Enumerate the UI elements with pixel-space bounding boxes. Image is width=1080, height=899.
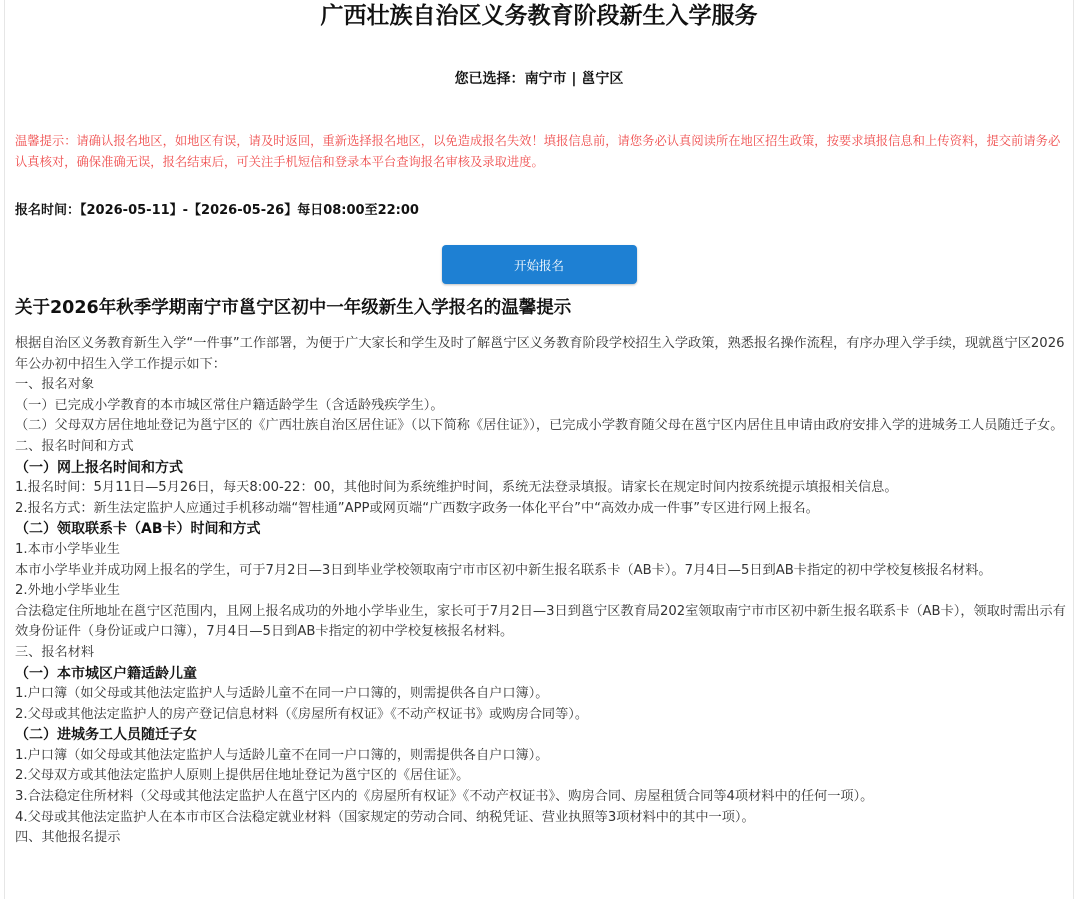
notice-paragraph: （一）已完成小学教育的本市城区常住户籍适龄学生（含适龄残疾学生）。: [15, 397, 444, 413]
region-selection: [5, 69, 1073, 89]
notice-paragraph: 1.报名时间：5月11日—5月26日，每天8:00-22：00，其他时间为系统维护时间，系统无法登录填报。请家长在规定时间内按系统提示填报相关信息。: [15, 480, 898, 496]
warm-tip: 温馨提示：请确认报名地区，如地区有误，请及时返回，重新选择报名地区，以免造成报名失效！填报信息前，请您务必认真阅读所在地区招生政策，按要求填报信息和上传资料，提交前请务必认真核对，确保准确无误，报名结束后，可关注手机短信和登录本平台查询报名审核及录取进度。: [15, 134, 1061, 169]
notice-paragraph: 根据自治区义务教育新生入学“一件事”工作部署，为便于广大家长和学生及时了解邕宁区义务教育阶段学校招生入学政策，熟悉报名操作流程，有序办理入学手续，现就邕宁区2026年公办初中招生入学工作提示如下：: [15, 336, 1065, 372]
page-container: [4, 0, 1074, 899]
notice-paragraph: 三、报名材料: [15, 644, 95, 660]
start-registration-button[interactable]: 开始报名: [442, 245, 637, 284]
selection-value: 南宁市 | 邕宁区: [524, 71, 624, 87]
notice-paragraph: （二）父母双方居住地址登记为邕宁区的《广西壮族自治区居住证》（以下简称《居住证》），已完成小学教育随父母在邕宁区内居住且申请由政府安排入学的进城务工人员随迁子女。: [15, 418, 1064, 434]
notice-heading: 关于2026年秋季学期南宁市邕宁区初中一年级新生入学报名的温馨提示: [15, 298, 572, 318]
registration-time: 报名时间：【2026-05-11】-【2026-05-26】每日08:00至22:00: [15, 203, 419, 218]
notice-paragraph: 2.报名方式：新生法定监护人应通过手机移动端“智桂通”APP或网页端“广西数字政务一体化平台”中“高效办成一件事”专区进行网上报名。: [15, 500, 819, 516]
notice-paragraph: 4.父母或其他法定监护人在本市市区合法稳定就业材料（国家规定的劳动合同、纳税凭证、营业执照等3项材料中的其中一项）。: [15, 809, 755, 825]
notice-subheading: （一）网上报名时间和方式: [15, 459, 183, 476]
notice-paragraph: 3.合法稳定住所材料（父母或其他法定监护人在邕宁区内的《房屋所有权证》《不动产权证书》、购房合同、房屋租赁合同等4项材料中的任何一项）。: [15, 789, 874, 805]
page-title: 广西壮族自治区义务教育阶段新生入学服务: [320, 3, 758, 29]
notice-paragraph: 合法稳定住所地址在邕宁区范围内，且网上报名成功的外地小学毕业生，家长可于7月2日—3日到邕宁区教育局202室领取南宁市市区初中新生报名联系卡（AB卡），领取时需出示有效身份证件（身份证或户口簿），7月4日—5日到AB卡指定的初中学校复核报名材料。: [15, 603, 1066, 640]
notice-paragraph: 2.父母双方或其他法定监护人原则上提供居住地址登记为邕宁区的《居住证》。: [15, 768, 470, 784]
notice-paragraph: 四、其他报名提示: [15, 830, 121, 846]
notice-paragraph: 1.户口簿（如父母或其他法定监护人与适龄儿童不在同一户口簿的，则需提供各自户口簿）。: [15, 747, 549, 763]
notice-paragraph: 1.本市小学毕业生: [15, 541, 120, 557]
notice-subheading: （二）进城务工人员随迁子女: [15, 727, 197, 744]
notice-paragraph: 本市小学毕业并成功网上报名的学生，可于7月2日—3日到毕业学校领取南宁市市区初中新生报名联系卡（AB卡）。7月4日—5日到AB卡指定的初中学校复核报名材料。: [15, 562, 992, 578]
notice-paragraph: 2.父母或其他法定监护人的房产登记信息材料（《房屋所有权证》《不动产权证书》或购房合同等）。: [15, 706, 589, 722]
notice-paragraph: 1.户口簿（如父母或其他法定监护人与适龄儿童不在同一户口簿的，则需提供各自户口簿）。: [15, 686, 549, 702]
notice-paragraph: 一、报名对象: [15, 377, 95, 393]
notice-paragraph: 2.外地小学毕业生: [15, 583, 120, 599]
notice-subheading: （二）领取联系卡（AB卡）时间和方式: [15, 521, 261, 538]
notice-subheading: （一）本市城区户籍适龄儿童: [15, 665, 197, 682]
selection-label: 您已选择：: [454, 71, 525, 87]
notice-body: [15, 334, 1067, 849]
notice-paragraph: 二、报名时间和方式: [15, 438, 134, 454]
